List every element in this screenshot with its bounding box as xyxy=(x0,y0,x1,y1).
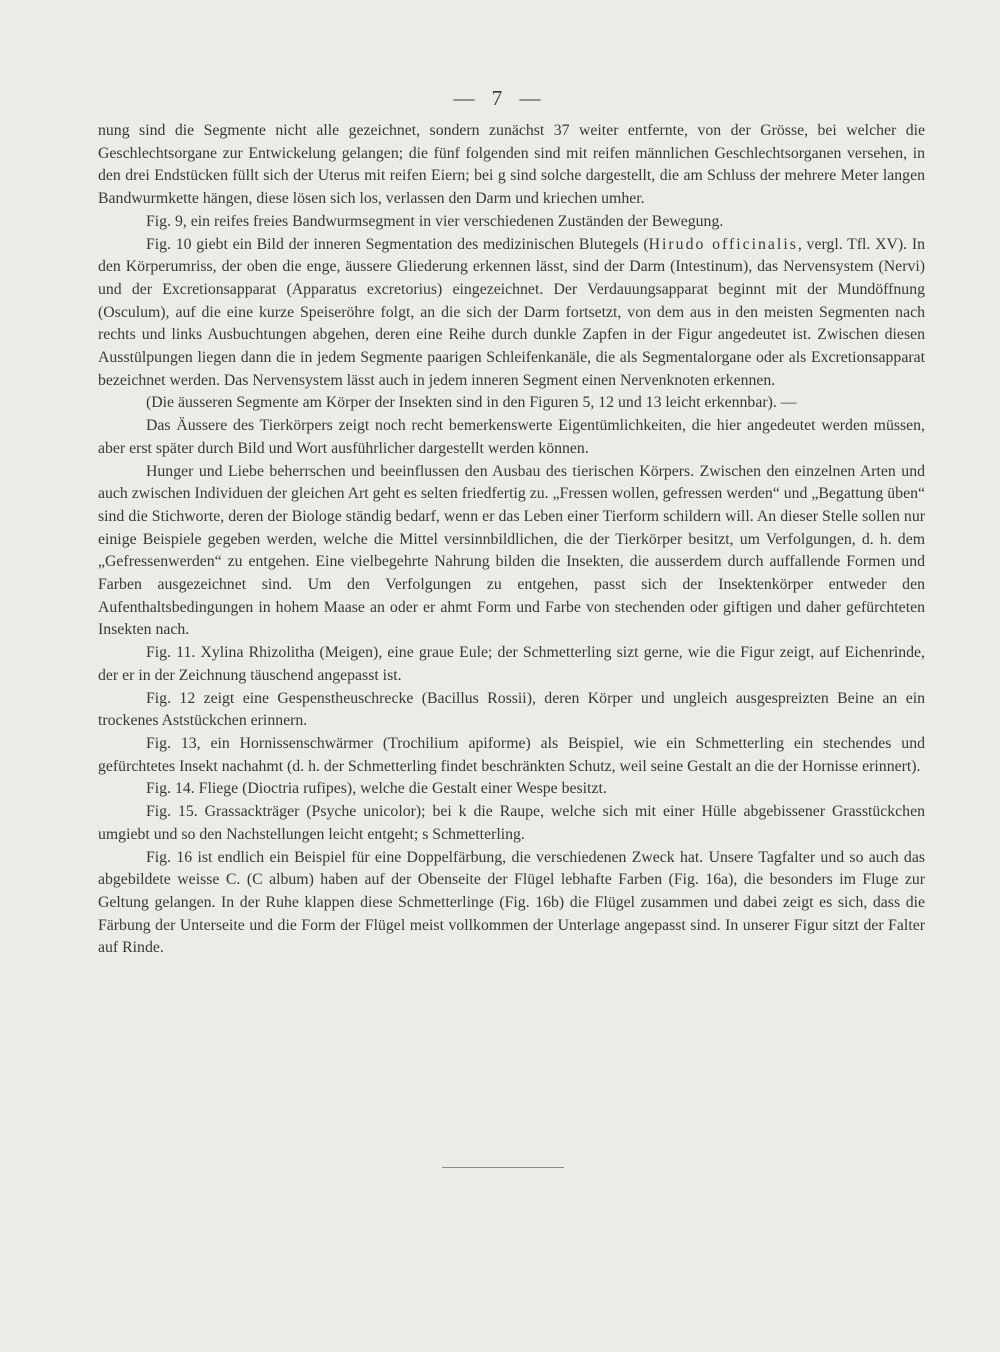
paragraph-fig-15: Fig. 15. Grassackträger (Psyche unicolor); bei k die Raupe, welche sich mit einer Hülle abgebissener Grasstückchen umgiebt und so den Nachstellungen leicht entgeht; s Schmetterling. xyxy=(98,803,925,843)
paragraph-fig-12: Fig. 12 zeigt eine Gespenstheuschrecke (Bacillus Rossii), deren Körper und ungleich ausgespreizten Beine an ein trockenes Aststückchen erinnern. xyxy=(98,689,925,730)
paragraph-fig-13: Fig. 13, ein Hornissenschwärmer (Trochilium apiforme) als Beispiel, wie ein Schmetterling ein stechendes und gefürchtetes Insekt nachahmt (d. h. der Schmetterling findet beschränkten Schutz, weil seine Gestalt an die der Hornisse erinnert). xyxy=(98,734,925,775)
paragraph-insect-segments: (Die äusseren Segmente am Körper der Insekten sind in den Figuren 5, 12 und 13 leicht erkennbar). — xyxy=(146,394,797,412)
end-divider xyxy=(442,1167,564,1168)
fig-10-rest-text: , vergl. Tfl. XV). In den Körperumriss, der oben die enge, äussere Gliederung erkennen lässt, sind der Darm (Intestinum), das Nervensystem (Nervi) und der Excretionsapparat (Apparatus excretorius) eingezeichnet. Der Verdauungsapparat beginnt mit der Mundöffnung (Osculum), auf die eine kurze Speiseröhre folgt, an die sich der Darm fortsetzt, von dem aus in den meisten Segmenten nach rechts und links Ausbuchtungen abgehen, deren eine Reihe durch dunkle Zapfen in der Figur angedeutet ist. Zwischen diesen Ausstülpungen liegen dann die in jedem Segmente paarigen Schleifenkanäle, die als Segmentalorgane oder als Excretionsapparat bezeichnet werden. Das Nervensystem lässt auch in jedem inneren Segment einen Nervenknoten erkennen. xyxy=(98,235,926,389)
paragraph-exterior: Das Äussere des Tierkörpers zeigt noch recht bemerkenswerte Eigentümlichkeiten, die hier angedeutet werden müssen, aber erst später durch Bild und Wort ausführlicher dargestellt werden können. xyxy=(98,417,925,457)
species-name-hirudo: Hirudo officinalis xyxy=(648,235,798,253)
page-number: — 7 — xyxy=(453,86,547,110)
paragraph-fig-14: Fig. 14. Fliege (Dioctria rufipes), welche die Gestalt einer Wespe besitzt. xyxy=(146,780,607,798)
paragraph-tapeworm-continuation: nung sind die Segmente nicht alle gezeichnet, sondern zunächst 37 weiter entfernte, von der Grösse, bei welcher die Geschlechtsorgane zur Entwickelung gelangen; die fünf folgenden sind mit reifen männlichen Geschlechtsorganen versehen, in den drei Endstücken füllt sich der Uterus mit reifen Eiern; bei g sind solche dargestellt, die am Schluss der mehrere Meter langen Bandwurmkette hängen, diese lösen sich los, verlassen den Darm und kriechen umher. xyxy=(98,122,925,208)
paragraph-hunger-and-love: Hunger und Liebe beherrschen und beeinflussen den Ausbau des tierischen Körpers. Zwischen den einzelnen Arten und auch zwischen Individuen der gleichen Art geht es selten friedfertig zu. „Fressen wollen, gefressen werden“ und „Begattung üben“ sind die Stichworte, deren der Biologe ständig bedarf, wenn er das Leben einer Tierform schildern will. An dieser Stelle sollen nur einige Beispiele gegeben werden, welche die Mittel versinnbildlichen, die der Tierkörper besitzt, um Verfolgungen, d. h. dem „Gefressenwerden“ zu entgehen. Eine vielbegehrte Nahrung bilden die Insekten, die ausserdem durch auffallende Formen und Farben ausgezeichnet sind. Um den Verfolgungen zu entgehen, passt sich der Insektenkörper entweder den Aufenthaltsbedingungen in hohem Maase an oder er ahmt Form und Farbe von stechenden oder giftigen und daher gefürchteten Insekten nach. xyxy=(98,462,925,639)
body-text xyxy=(98,120,925,960)
paragraph-fig-9: Fig. 9, ein reifes freies Bandwurmsegment in vier verschiedenen Zuständen der Bewegung. xyxy=(146,212,724,230)
paragraph-fig-11: Fig. 11. Xylina Rhizolitha (Meigen), eine graue Eule; der Schmetterling sizt gerne, wie die Figur zeigt, auf Eichenrinde, der er in der Zeichnung täuschend angepasst ist. xyxy=(98,644,925,684)
paragraph-fig-16: Fig. 16 ist endlich ein Beispiel für eine Doppelfärbung, die verschiedenen Zweck hat. Unsere Tagfalter und so auch das abgebildete weisse C. (C album) haben auf der Obenseite der Flügel lebhafte Farben (Fig. 16a), die besonders im Fluge zur Geltung gelangen. In der Ruhe klappen diese Schmetterlinge (Fig. 16b) die Flügel zusammen und dabei zeigt es sich, dass die Färbung der Unterseite und die Form der Flügel meist vollkommen der Unterlage angepasst sind. In unserer Figur sitzt der Falter auf Rinde. xyxy=(98,848,925,957)
paragraph-fig-10 xyxy=(98,234,925,393)
fig-10-lead-text: Fig. 10 giebt ein Bild der inneren Segmentation des medizinischen Blutegels ( xyxy=(146,235,649,253)
